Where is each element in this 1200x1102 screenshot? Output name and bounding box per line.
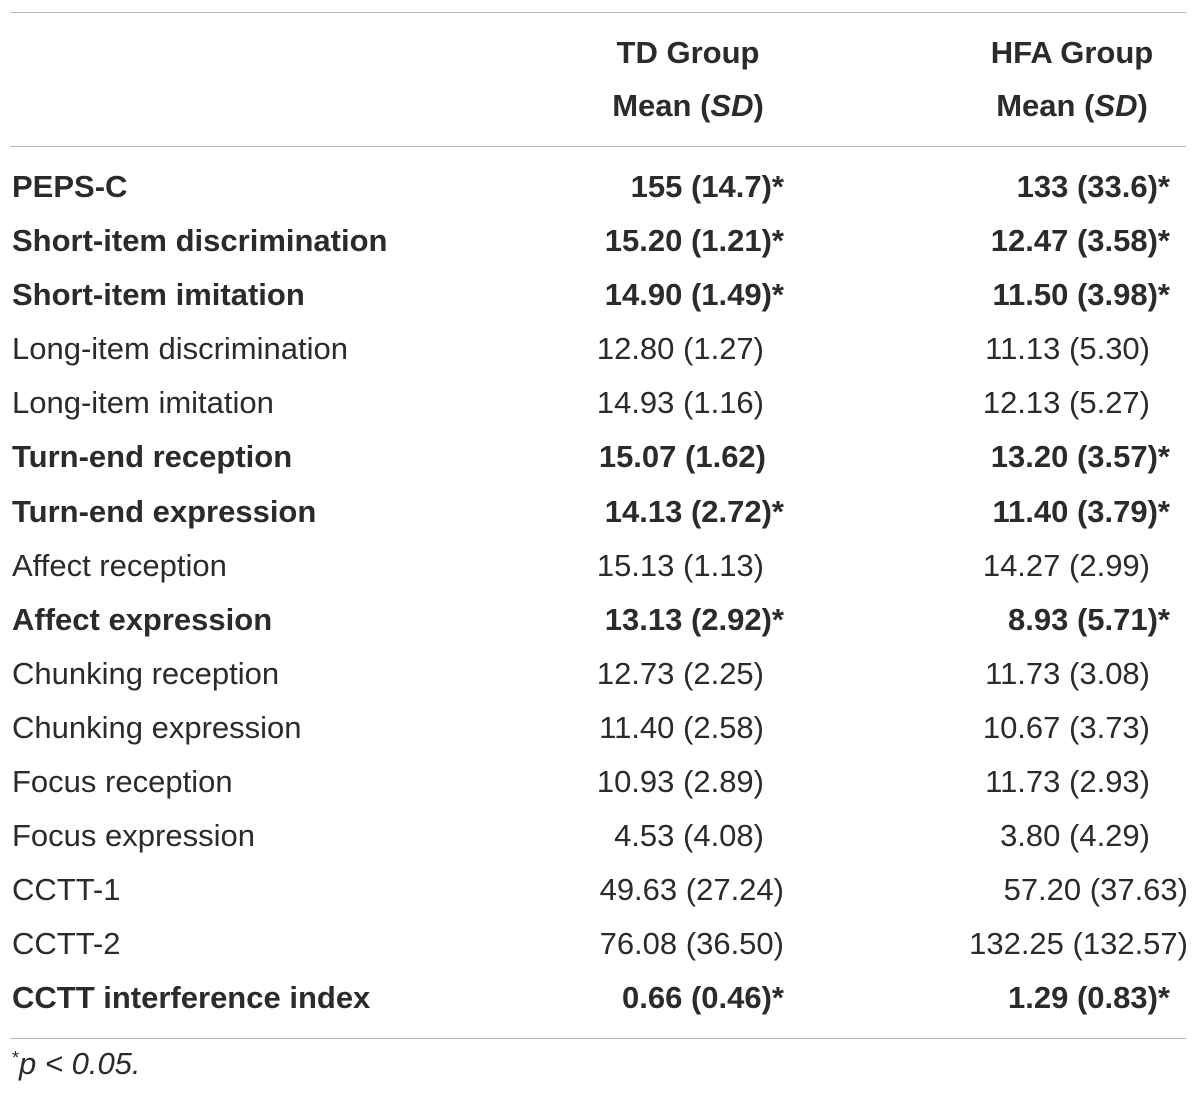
hfa-value: 3.80 (4.29) bbox=[1000, 818, 1150, 854]
td-value: 15.20 (1.21)* bbox=[604, 223, 784, 259]
table-row bbox=[0, 214, 1200, 268]
td-value: 14.90 (1.49)* bbox=[604, 277, 784, 313]
td-group-subtitle: Mean (SD) bbox=[612, 88, 764, 123]
hfa-value: 11.50 (3.98)* bbox=[992, 277, 1170, 313]
td-value: 10.93 (2.89) bbox=[596, 764, 764, 800]
td-value: 155 (14.7)* bbox=[630, 169, 784, 204]
hfa-value: 11.13 (5.30) bbox=[985, 331, 1150, 367]
hfa-value: 13.20 (3.57)* bbox=[990, 439, 1170, 475]
hfa-value: 1.29 (0.83)* bbox=[1008, 980, 1170, 1016]
table-row bbox=[0, 809, 1200, 863]
row-label: Short-item imitation bbox=[12, 277, 305, 313]
table-row bbox=[0, 917, 1200, 971]
table-body bbox=[0, 160, 1200, 1026]
hfa-mean-label: Mean bbox=[996, 88, 1076, 123]
table-row bbox=[0, 755, 1200, 809]
td-value: 14.13 (2.72)* bbox=[604, 493, 784, 529]
td-value: 14.93 (1.16) bbox=[596, 385, 764, 421]
td-value: 15.07 (1.62) bbox=[598, 439, 766, 475]
table-row bbox=[0, 593, 1200, 647]
table-bottom-rule bbox=[10, 1038, 1186, 1039]
hfa-value: 133 (33.6)* bbox=[1016, 169, 1170, 204]
td-group-header bbox=[578, 26, 798, 132]
hfa-value: 10.67 (3.73) bbox=[982, 709, 1150, 745]
row-label: Focus expression bbox=[12, 818, 255, 854]
hfa-value: 11.73 (3.08) bbox=[985, 655, 1150, 691]
header-rule bbox=[10, 146, 1186, 147]
hfa-value: 12.13 (5.27) bbox=[982, 385, 1150, 421]
td-value: 12.80 (1.27) bbox=[596, 331, 764, 367]
footnote-star: * bbox=[12, 1048, 20, 1068]
td-value: 11.40 (2.58) bbox=[599, 709, 764, 745]
footnote-text: p < 0.05. bbox=[19, 1046, 141, 1081]
hfa-value: 132.25 (132.57) bbox=[969, 926, 1188, 962]
hfa-group-title: HFA Group bbox=[990, 35, 1154, 70]
row-label: CCTT-2 bbox=[12, 926, 121, 962]
row-label: Affect expression bbox=[12, 601, 273, 637]
hfa-group-header bbox=[962, 26, 1182, 132]
row-label: Affect reception bbox=[12, 547, 227, 583]
td-sd-label: SD bbox=[710, 88, 754, 123]
td-value: 15.13 (1.13) bbox=[596, 547, 764, 583]
row-label: PEPS-C bbox=[12, 169, 128, 204]
table-row bbox=[0, 701, 1200, 755]
td-value: 12.73 (2.25) bbox=[596, 655, 764, 691]
td-group-title: TD Group bbox=[616, 35, 760, 70]
hfa-group-subtitle: Mean (SD) bbox=[996, 88, 1148, 123]
table-row bbox=[0, 430, 1200, 484]
table-row bbox=[0, 647, 1200, 701]
hfa-value: 11.40 (3.79)* bbox=[992, 493, 1170, 529]
table-row bbox=[0, 971, 1200, 1025]
hfa-value: 57.20 (37.63) bbox=[1003, 872, 1188, 908]
td-mean-label: Mean bbox=[612, 88, 692, 123]
hfa-sd-label: SD bbox=[1094, 88, 1138, 123]
table-row bbox=[0, 485, 1200, 539]
footnote bbox=[12, 1046, 141, 1082]
td-value: 76.08 (36.50) bbox=[599, 926, 784, 962]
row-label: Turn-end expression bbox=[12, 493, 317, 529]
hfa-value: 11.73 (2.93) bbox=[985, 764, 1150, 800]
row-label: Chunking expression bbox=[12, 709, 302, 745]
table-row bbox=[0, 322, 1200, 376]
hfa-value: 8.93 (5.71)* bbox=[1008, 601, 1170, 637]
row-label: CCTT interference index bbox=[12, 980, 371, 1016]
table-row bbox=[0, 376, 1200, 430]
td-value: 4.53 (4.08) bbox=[614, 818, 764, 854]
row-label: Short-item discrimination bbox=[12, 223, 388, 259]
td-value: 49.63 (27.24) bbox=[599, 872, 784, 908]
row-label: Chunking reception bbox=[12, 655, 280, 691]
table-row bbox=[0, 268, 1200, 322]
row-label: Long-item imitation bbox=[12, 385, 274, 421]
td-value: 0.66 (0.46)* bbox=[622, 980, 784, 1016]
table-row bbox=[0, 539, 1200, 593]
hfa-value: 14.27 (2.99) bbox=[982, 547, 1150, 583]
td-value: 13.13 (2.92)* bbox=[604, 601, 784, 637]
row-label: Long-item discrimination bbox=[12, 331, 348, 367]
table-top-rule bbox=[10, 12, 1186, 13]
table-row bbox=[0, 160, 1200, 214]
table-row bbox=[0, 863, 1200, 917]
row-label: Turn-end reception bbox=[12, 439, 293, 475]
row-label: Focus reception bbox=[12, 764, 233, 800]
hfa-value: 12.47 (3.58)* bbox=[990, 223, 1170, 259]
row-label: CCTT-1 bbox=[12, 872, 121, 908]
